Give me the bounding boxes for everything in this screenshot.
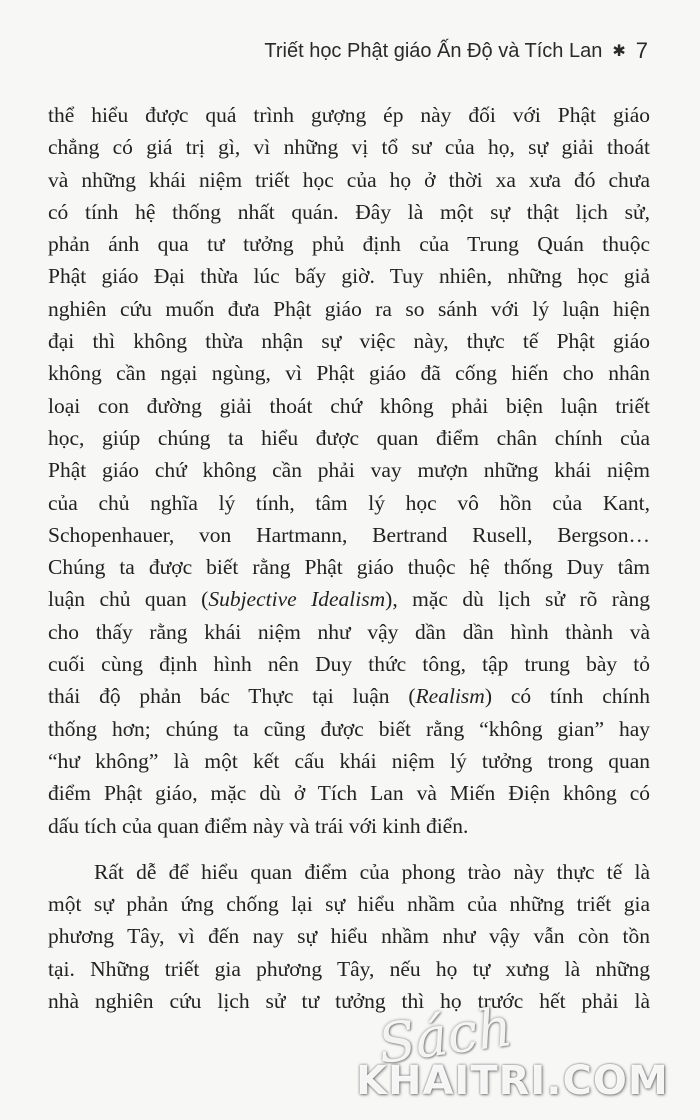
page-number: 7 (635, 38, 648, 63)
text-line: và những khái niệm triết học của họ ở thời xa xưa đó chưa (48, 167, 650, 192)
text-line: nghiên cứu muốn đưa Phật giáo ra so sánh với lý luận hiện (48, 296, 650, 321)
text-line: không cần ngại ngùng, vì Phật giáo đã cống hiến cho nhân (48, 361, 650, 386)
running-header (264, 38, 648, 64)
text-line: cuối cùng định hình nên Duy thức tông, tập trung bày tỏ (48, 652, 650, 677)
text-line (48, 583, 650, 615)
paragraph-gap (48, 842, 650, 856)
italic-term: Subjective Idealism (208, 587, 386, 612)
text-line: điểm Phật giáo, mặc dù ở Tích Lan và Miến Điện không có (48, 781, 650, 806)
text-line (48, 680, 650, 712)
text-fragment: luận chủ quan ( (48, 587, 209, 612)
watermark-brand: KHAITRI.COM (356, 1058, 669, 1104)
text-line: thống hơn; chúng ta cũng được biết rằng “không gian” hay (48, 716, 650, 741)
body-text (48, 99, 650, 1017)
text-line: phương Tây, vì đến nay sự hiểu nhầm như vậy vẫn còn tồn (48, 924, 650, 949)
text-line: loại con đường giải thoát chứ không phải biện luận triết (48, 393, 650, 418)
text-line: thể hiểu được quá trình gượng ép này đối với Phật giáo (48, 103, 650, 127)
text-line: Phật giáo chứ không cần phải vay mượn những khái niệm (48, 458, 650, 483)
text-line: “hư không” là một kết cấu khái niệm lý tưởng trong quan (48, 748, 650, 773)
text-line: Rất dễ để hiểu quan điểm của phong trào này thực tế là (94, 859, 650, 884)
italic-term: Realism (415, 684, 485, 709)
text-line: đại thì không thừa nhận sự việc này, thực tế Phật giáo (48, 329, 650, 354)
running-header-title: Triết học Phật giáo Ấn Độ và Tích Lan (264, 39, 603, 62)
text-line: học, giúp chúng ta hiểu được quan điểm chân chính của (48, 425, 650, 450)
text-line: dấu tích của quan điểm này và trái với kinh điển. (48, 813, 469, 838)
text-line: chẳng có giá trị gì, vì những vị tổ sư của họ, sự giải thoát (48, 135, 650, 160)
text-line: cho thấy rằng khái niệm như vậy dần dần hình thành và (48, 619, 650, 644)
text-line: Chúng ta được biết rằng Phật giáo thuộc hệ thống Duy tâm (48, 555, 650, 580)
text-fragment: thái độ phản bác Thực tại luận ( (48, 684, 416, 709)
text-line: phản ánh qua tư tưởng phủ định của Trung Quán thuộc (48, 232, 650, 257)
text-line: có tính hệ thống nhất quán. Đây là một sự thật lịch sử, (48, 199, 650, 224)
text-line: Schopenhauer, von Hartmann, Bertrand Rusell, Bergson… (48, 522, 650, 547)
text-line: một sự phản ứng chống lại sự hiểu nhầm của những triết gia (48, 892, 650, 917)
watermark-logo (356, 994, 686, 1114)
text-line: tại. Những triết gia phương Tây, nếu họ tự xưng là những (48, 956, 650, 981)
text-line: Phật giáo Đại thừa lúc bấy giờ. Tuy nhiên, những học giả (48, 264, 650, 289)
asterisk-icon: ✱ (612, 43, 626, 60)
text-fragment: ) có tính chính (484, 684, 650, 709)
watermark-script: Sách (374, 994, 516, 1077)
text-line: nhà nghiên cứu lịch sử tư tưởng thì họ trước hết phải là (48, 989, 650, 1014)
text-fragment: ), mặc dù lịch sử rõ ràng (385, 587, 650, 612)
text-line: của chủ nghĩa lý tính, tâm lý học vô hồn của Kant, (48, 490, 650, 515)
